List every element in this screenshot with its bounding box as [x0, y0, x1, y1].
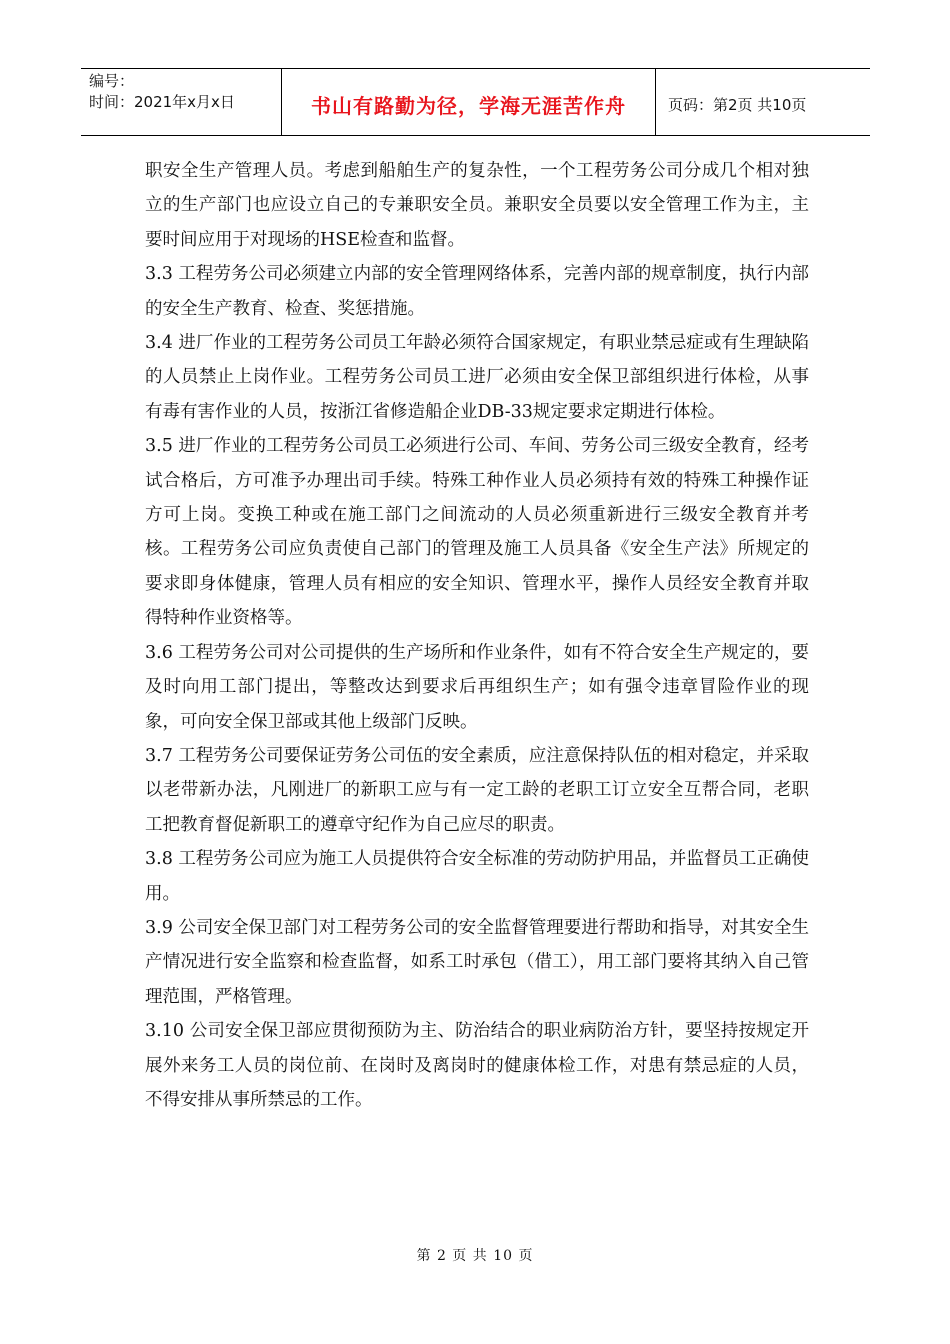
- paragraph-3-10: 3.10 公司安全保卫部应贯彻预防为主、防治结合的职业病防治方针，要坚持按规定开展外来务工人员的岗位前、在岗时及离岗时的健康体检工作，对患有禁忌症的人员，不得安排从事所禁忌的工作。: [145, 1021, 809, 1110]
- header-page-info: 页码：第2页 共10页: [668, 95, 807, 114]
- document-date-label: 时间：2021年x月x日: [89, 93, 235, 111]
- paragraph-3-6: 3.6 工程劳务公司对公司提供的生产场所和作业条件，如有不符合安全生产规定的，要及时向用工部门提出，等整改达到要求后再组织生产；如有强令违章冒险作业的现象，可向安全保卫部或其他上级部门反映。: [145, 642, 809, 732]
- document-header: [81, 68, 870, 136]
- header-meta-cell: [81, 69, 282, 135]
- paragraph-3-5: 3.5 进厂作业的工程劳务公司员工必须进行公司、车间、劳务公司三级安全教育，经考试合格后，方可准予办理出司手续。特殊工种作业人员必须持有效的特殊工种操作证方可上岗。变换工种或在施工部门之间流动的人员必须重新进行三级安全教育并考核。工程劳务公司应负责使自己部门的管理及施工人员具备《安全生产法》所规定的要求即身体健康，管理人员有相应的安全知识、管理水平，操作人员经安全教育并取得特种作业资格等。: [145, 436, 809, 629]
- document-body: [145, 154, 809, 1117]
- page-footer: 第 2 页 共 10 页: [416, 1248, 534, 1264]
- paragraph-intro: 职安全生产管理人员。考虑到船舶生产的复杂性，一个工程劳务公司分成几个相对独立的生产部门也应设立自己的专兼职安全员。兼职安全员要以安全管理工作为主，主要时间应用于对现场的HSE检查和监督。: [145, 161, 809, 250]
- paragraph-3-9: 3.9 公司安全保卫部门对工程劳务公司的安全监督管理要进行帮助和指导，对其安全生产情况进行安全监察和检查监督，如系工时承包（借工），用工部门要将其纳入自己管理范围，严格管理。: [145, 917, 809, 1007]
- header-motto: 书山有路勤为径，学海无涯苦作舟: [282, 69, 656, 135]
- paragraph-3-7: 3.7 工程劳务公司要保证劳务公司伍的安全素质，应注意保持队伍的相对稳定，并采取以老带新办法，凡刚进厂的新职工应与有一定工龄的老职工订立安全互帮合同，老职工把教育督促新职工的遵章守纪作为自己应尽的职责。: [145, 745, 809, 835]
- paragraph-3-8: 3.8 工程劳务公司应为施工人员提供符合安全标准的劳动防护用品，并监督员工正确使用。: [145, 849, 809, 904]
- paragraph-3-4: 3.4 进厂作业的工程劳务公司员工年龄必须符合国家规定，有职业禁忌症或有生理缺陷的人员禁止上岗作业。工程劳务公司员工进厂必须由安全保卫部组织进行体检，从事有毒有害作业的人员，按浙江省修造船企业DB-33规定要求定期进行体检。: [145, 333, 809, 422]
- document-number-label: 编号：: [89, 72, 135, 90]
- paragraph-3-3: 3.3 工程劳务公司必须建立内部的安全管理网络体系，完善内部的规章制度，执行内部的安全生产教育、检查、奖惩措施。: [145, 264, 809, 319]
